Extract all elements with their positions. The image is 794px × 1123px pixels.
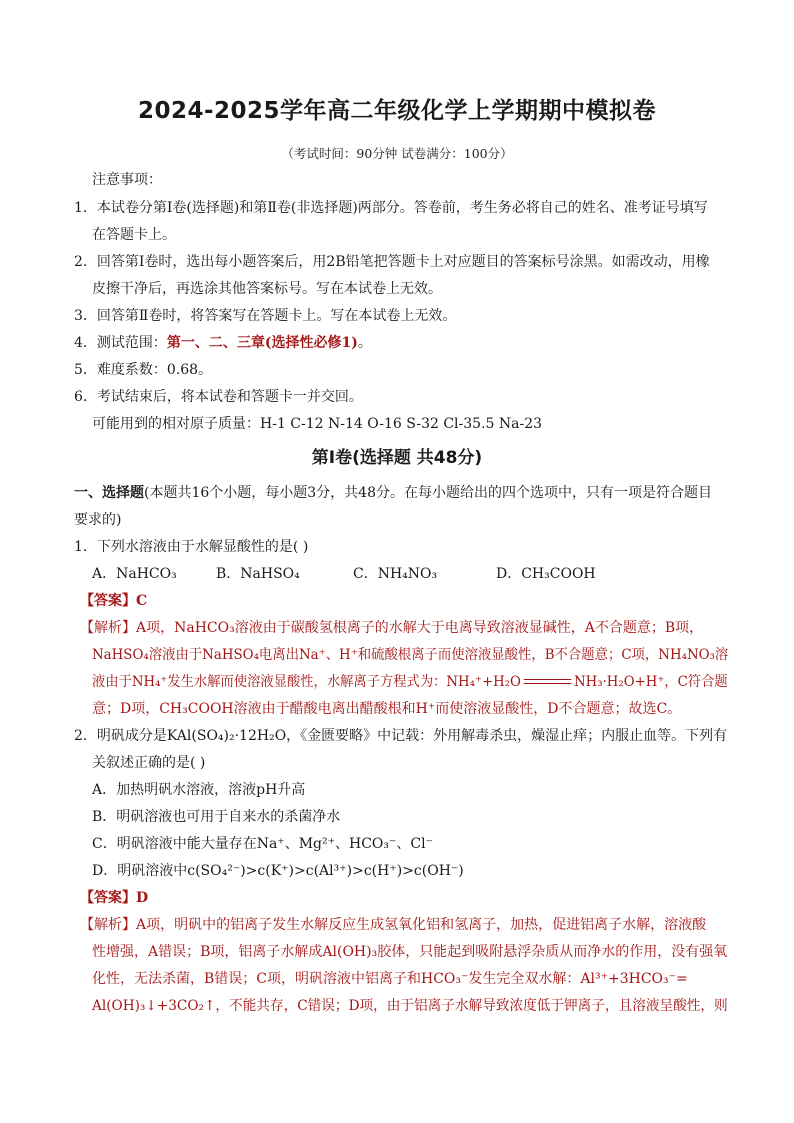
q2-answer: 【答案】D [80, 890, 149, 906]
q2-option-b: B．明矾溶液也可用于自来水的杀菌净水 [92, 809, 341, 825]
exam-info: （考试时间：90分钟 试卷满分：100分） [281, 146, 513, 161]
note-6: 6．考试结束后，将本试卷和答题卡一并交回。 [74, 389, 363, 405]
note-2-cont: 皮擦干净后，再选涂其他答案标号。写在本试卷上无效。 [92, 281, 442, 297]
reversible-arrow-icon [524, 678, 571, 686]
page-title: 2024-2025学年高二年级化学上学期期中模拟卷 [137, 98, 657, 124]
q1-option-c: C．NH₄NO₃ [353, 566, 438, 582]
part1-instructions-cont: 要求的) [74, 512, 122, 528]
q1-explanation-3a: 液由于NH₄⁺发生水解而使溶液显酸性，水解离子方程式为：NH₄⁺+H₂O [92, 674, 521, 690]
q2-option-a: A．加热明矾水溶液，溶液pH升高 [92, 782, 306, 798]
q1-option-d: D．CH₃COOH [496, 566, 596, 582]
note-5: 5．难度系数：0.68。 [74, 362, 213, 378]
q1-option-b: B．NaHSO₄ [216, 566, 300, 582]
q1-answer: 【答案】C [80, 593, 148, 609]
q1-options [92, 565, 712, 583]
q2-explanation-3: 化性，无法杀菌，B错误；C项，明矾溶液中铝离子和HCO₃⁻发生完全双水解：Al³⁺+3HCO₃⁻= [92, 971, 688, 987]
q1-explanation-2: NaHSO₄溶液由于NaHSO₄电离出Na⁺、H⁺和硫酸根离子而使溶液显酸性，B不合题意；C项，NH₄NO₃溶 [92, 647, 729, 663]
q2-option-c: C．明矾溶液中能大量存在Na⁺、Mg²⁺、HCO₃⁻、Cl⁻ [92, 836, 433, 852]
part1-text: (本题共16个小题，每小题3分，共48分。在每小题给出的四个选项中，只有一项是符合题目 [144, 485, 712, 501]
note-1: 1．本试卷分第Ⅰ卷(选择题)和第Ⅱ卷(非选择题)两部分。答卷前，考生务必将自己的姓名、准考证号填写 [74, 200, 708, 216]
note-4-label: 4．测试范围： [74, 335, 167, 351]
q1-explanation-4: 意；D项，CH₃COOH溶液由于醋酸电离出醋酸根和H⁺而使溶液显酸性，D不合题意；故选C。 [92, 701, 682, 717]
note-4-scope: 第一、二、三章(选择性必修1) [166, 335, 358, 351]
note-4 [74, 334, 372, 352]
q2-option-d: D．明矾溶液中c(SO₄²⁻)>c(K⁺)>c(Al³⁺)>c(H⁺)>c(OH⁻) [92, 863, 464, 879]
q2-explanation-4: Al(OH)₃↓+3CO₂↑，不能共存，C错误；D项，由于铝离子水解导致浓度低于钾离子，且溶液呈酸性，则 [92, 998, 728, 1014]
part1-label: 一、选择题 [74, 485, 144, 501]
q2-stem-cont: 关叙述正确的是( ) [92, 755, 206, 771]
q1-stem: 1．下列水溶液由于水解显酸性的是( ) [74, 539, 309, 555]
q1-explanation-1: 【解析】A项，NaHCO₃溶液由于碳酸氢根离子的水解大于电离导致溶液显碱性，A不合题意；B项， [80, 620, 704, 636]
part1-instructions [74, 484, 712, 502]
q1-explanation-3 [92, 673, 728, 691]
note-3: 3．回答第Ⅱ卷时，将答案写在答题卡上。写在本试卷上无效。 [74, 308, 457, 324]
section-heading: 第Ⅰ卷(选择题 共48分) [311, 448, 483, 468]
q1-option-a: A．NaHCO₃ [92, 566, 177, 582]
notes-header: 注意事项： [92, 172, 162, 188]
note-1-cont: 在答题卡上。 [92, 227, 176, 243]
q2-stem: 2．明矾成分是KAl(SO₄)₂·12H₂O，《金匮要略》中记载：外用解毒杀虫，燥湿止痒；内服止血等。下列有 [74, 728, 728, 744]
q2-explanation-2: 性增强，A错误；B项，铝离子水解成Al(OH)₃胶体，只能起到吸附悬浮杂质从而净水的作用，没有强氧 [92, 944, 728, 960]
q1-explanation-3b: NH₃·H₂O+H⁺，C符合题 [574, 674, 728, 690]
note-4-end: 。 [357, 335, 372, 351]
note-2: 2．回答第Ⅰ卷时，选出每小题答案后，用2B铅笔把答题卡上对应题目的答案标号涂黑。如需改动，用橡 [74, 254, 710, 270]
q2-explanation-1: 【解析】A项，明矾中的铝离子发生水解反应生成氢氧化铝和氢离子，加热，促进铝离子水解，溶液酸 [80, 917, 707, 933]
atomic-masses: 可能用到的相对原子质量：H-1 C-12 N-14 O-16 S-32 Cl-35.5 Na-23 [92, 416, 543, 432]
